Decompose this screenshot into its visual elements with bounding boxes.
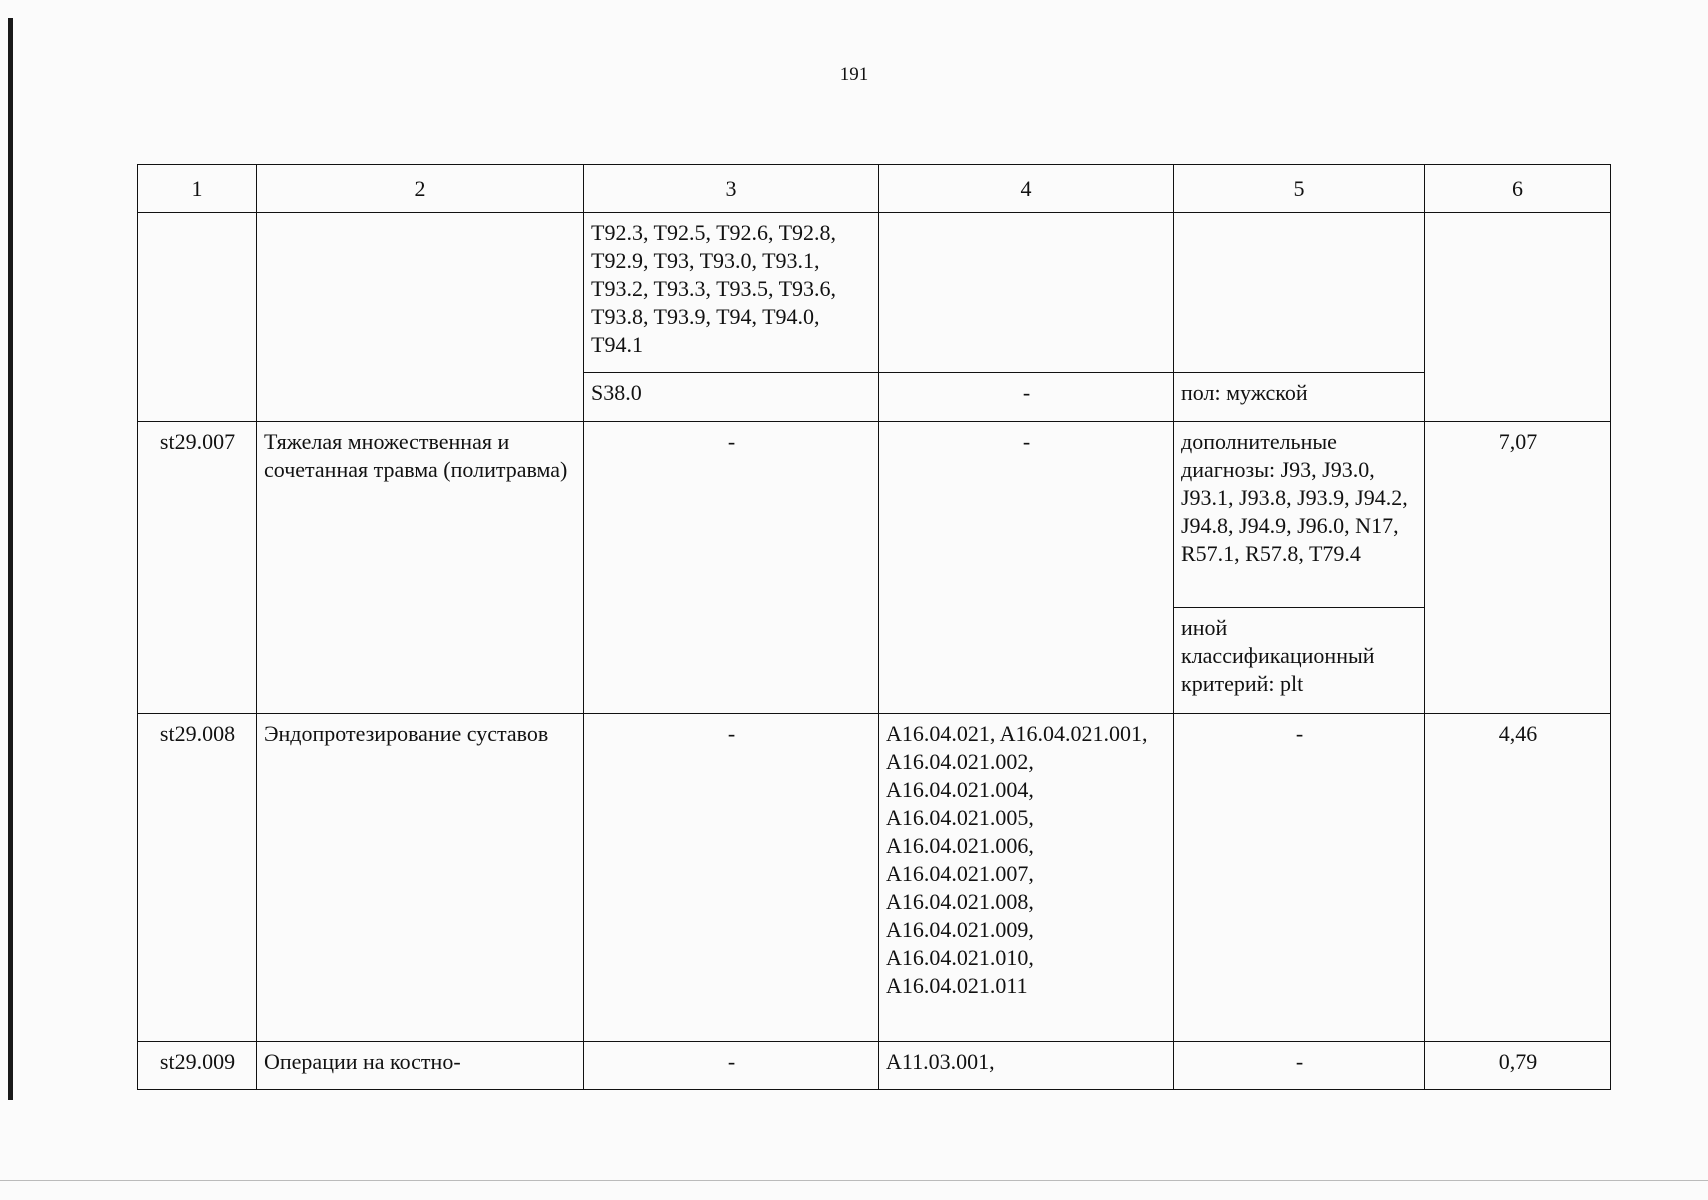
operation-cell: A16.04.021, A16.04.021.001, A16.04.021.002, A16.04.021.004, A16.04.021.005, A16.04.021.006, A16.04.021.007, A16.04.021.008, A16.04.021.009, A16.04.021.010, A16.04.021.011	[879, 714, 1174, 1042]
header-col-1: 1	[138, 165, 257, 213]
diagnosis-cell: -	[584, 714, 879, 1042]
criteria-cell: иной классификационный критерий: plt	[1174, 608, 1425, 714]
coefficient-cell: 4,46	[1425, 714, 1611, 1042]
diagnosis-cell: T92.3, T92.5, T92.6, T92.8, T92.9, T93, T93.0, T93.1, T93.2, T93.3, T93.5, T93.6, T93.8, T93.9, T94, T94.0, T94.1	[584, 213, 879, 373]
criteria-cell: -	[1174, 714, 1425, 1042]
scan-noise-line	[0, 1180, 1708, 1181]
scan-edge	[8, 18, 13, 1100]
criteria-cell: пол: мужской	[1174, 373, 1425, 422]
table-row	[138, 422, 1611, 608]
coefficient-cell: 7,07	[1425, 422, 1611, 714]
header-col-5: 5	[1174, 165, 1425, 213]
diagnosis-cell: -	[584, 422, 879, 714]
operation-cell: A11.03.001,	[879, 1042, 1174, 1090]
operation-cell: -	[879, 373, 1174, 422]
name-cell: Тяжелая множественная и сочетанная травма (политравма)	[257, 422, 584, 714]
coefficient-cell: 0,79	[1425, 1042, 1611, 1090]
code-cell: st29.007	[138, 422, 257, 714]
name-cell	[257, 213, 584, 422]
criteria-cell	[1174, 213, 1425, 373]
header-col-6: 6	[1425, 165, 1611, 213]
header-col-3: 3	[584, 165, 879, 213]
operation-cell: -	[879, 422, 1174, 714]
operation-cell	[879, 213, 1174, 373]
code-cell	[138, 213, 257, 422]
criteria-cell: дополнительные диагнозы: J93, J93.0, J93.1, J93.8, J93.9, J94.2, J94.8, J94.9, J96.0, N17, R57.1, R57.8, T79.4	[1174, 422, 1425, 608]
table-row	[138, 1042, 1611, 1090]
code-cell: st29.009	[138, 1042, 257, 1090]
table-row	[138, 213, 1611, 373]
header-col-4: 4	[879, 165, 1174, 213]
code-cell: st29.008	[138, 714, 257, 1042]
criteria-cell: -	[1174, 1042, 1425, 1090]
coefficient-cell	[1425, 213, 1611, 422]
diagnosis-cell: -	[584, 1042, 879, 1090]
name-cell: Эндопротезирование суставов	[257, 714, 584, 1042]
table-row	[138, 714, 1611, 1042]
page-number: 191	[839, 64, 869, 85]
header-row	[138, 165, 1611, 213]
diagnosis-cell: S38.0	[584, 373, 879, 422]
name-cell: Операции на костно-	[257, 1042, 584, 1090]
tariff-table	[137, 164, 1611, 1090]
header-col-2: 2	[257, 165, 584, 213]
